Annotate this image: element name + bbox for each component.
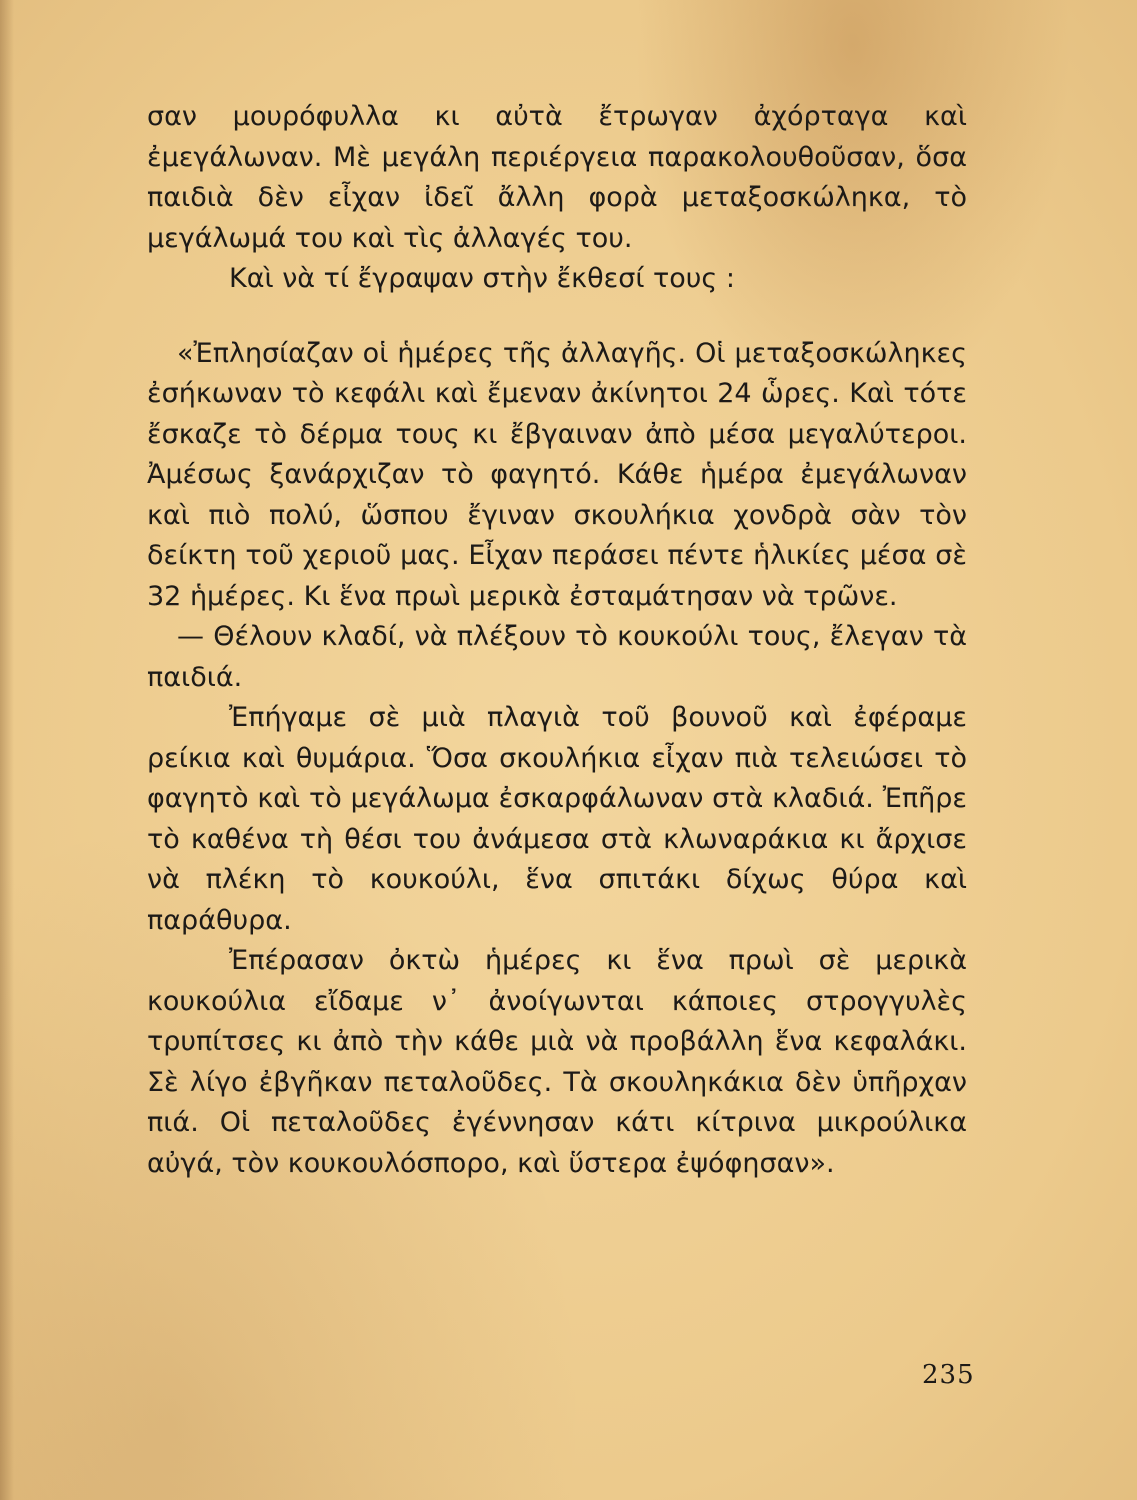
paragraph-5: Ἐπήγαμε σὲ μιὰ πλαγιὰ τοῦ βουνοῦ καὶ ἐφέραμε ρείκια καὶ θυμάρια. Ὅσα σκουλήκια εἶχαν πιὰ τελειώσει τὸ φαγητὸ καὶ τὸ μεγάλωμα ἐσκαρφάλωναν στὰ κλαδιά. Ἐπῆρε τὸ καθένα τὴ θέσι του ἀνάμεσα στὰ κλωναράκια κι ἄρχισε νὰ πλέκη τὸ κουκούλι, ἕνα σπιτάκι δίχως θύρα καὶ παράθυρα. <box>147 702 967 936</box>
page-number: 235 <box>922 1360 975 1390</box>
paragraph-4: — Θέλουν κλαδί, νὰ πλέξουν τὸ κουκούλι τους, ἔλεγαν τὰ παιδιά. <box>147 621 967 693</box>
paragraph-1: σαν μουρόφυλλα κι αὐτὰ ἔτρωγαν ἀχόρταγα καὶ ἐμεγάλωναν. Μὲ μεγάλη περιέργεια παρακολουθοῦσαν, ὅσα παιδιὰ δὲν εἶχαν ἰδεῖ ἄλλη φορὰ μεταξοσκώληκα, τὸ μεγάλωμά του καὶ τὶς ἀλλαγές του. <box>147 101 967 254</box>
paragraph-6: Ἐπέρασαν ὀκτὼ ἡμέρες κι ἕνα πρωὶ σὲ μερικὰ κουκούλια εἴδαμε ν᾽ ἀνοίγωνται κάποιες στρογγυλὲς τρυπίτσες κι ἀπὸ τὴν κάθε μιὰ νὰ προβάλλη ἕνα κεφαλάκι. Σὲ λίγο ἐβγῆκαν πεταλοῦδες. Τὰ σκουληκάκια δὲν ὑπῆρχαν πιά. Οἱ πεταλοῦδες ἐγέννησαν κάτι κίτρινα μικρούλικα αὐγά, τὸν κουκουλόσπορο, καὶ ὕστερα ἐψόφησαν». <box>147 945 967 1179</box>
body-text <box>147 97 967 1184</box>
page-binding-shadow <box>0 0 14 1500</box>
paragraph-3: «Ἐπλησίαζαν οἱ ἡμέρες τῆς ἀλλαγῆς. Οἱ μεταξοσκώληκες ἐσήκωναν τὸ κεφάλι καὶ ἔμεναν ἀκίνητοι 24 ὧρες. Καὶ τότε ἔσκαζε τὸ δέρμα τους κι ἔβγαιναν ἀπὸ μέσα μεγαλύτεροι. Ἀμέσως ξανάρχιζαν τὸ φαγητό. Κάθε ἡμέρα ἐμεγάλωναν καὶ πιὸ πολύ, ὥσπου ἔγιναν σκουλήκια χονδρὰ σὰν τὸν δείκτη τοῦ χεριοῦ μας. Εἶχαν περάσει πέντε ἡλικίες μέσα σὲ 32 ἡμέρες. Κι ἕνα πρωὶ μερικὰ ἐσταμάτησαν νὰ τρῶνε. <box>147 337 967 612</box>
paragraph-2: Καὶ νὰ τί ἔγραψαν στὴν ἔκθεσί τους : <box>229 263 735 294</box>
